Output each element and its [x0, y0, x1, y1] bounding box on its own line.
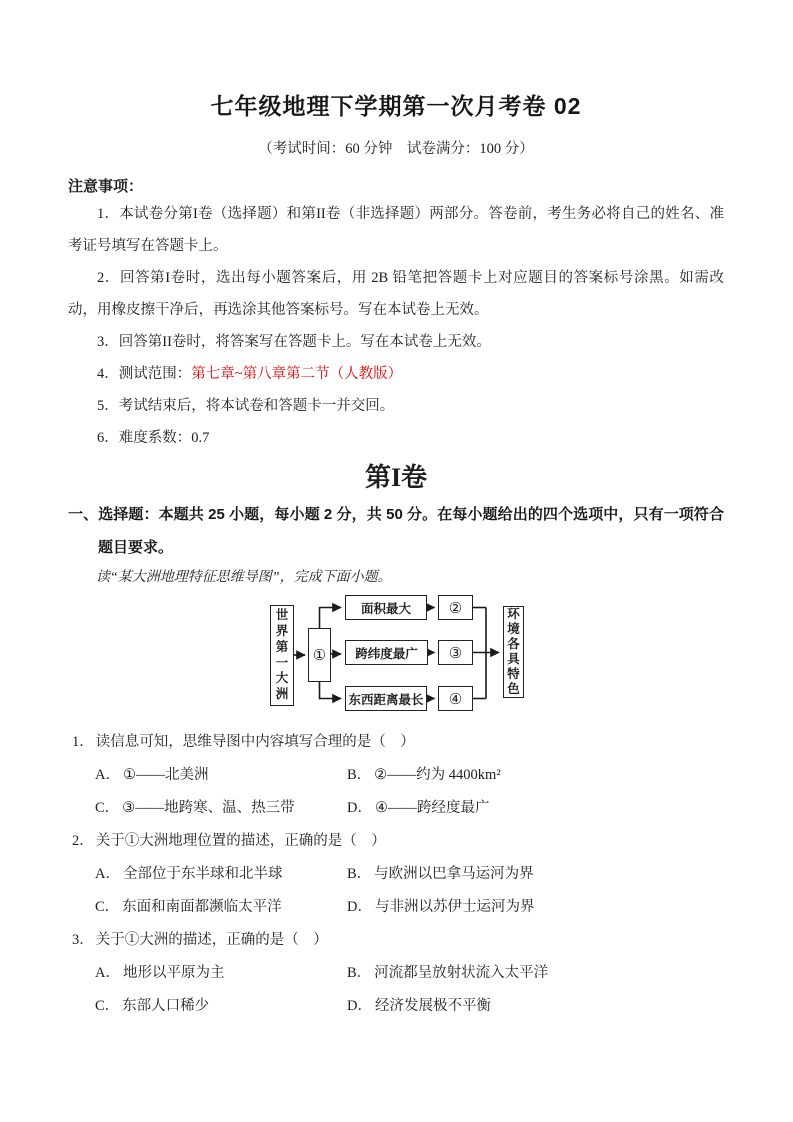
exam-meta-line: （考试时间：60 分钟 试卷满分：100 分）: [258, 141, 534, 157]
diagram-sink-box: [503, 606, 524, 698]
option-d-text: 经济发展极不平衡: [374, 998, 491, 1014]
question-1-number: 1．: [72, 734, 94, 750]
question-1-option-b: [347, 759, 724, 792]
notice-item-5-text: 5．考试结束后，将本试卷和答题卡一并交回。: [97, 398, 395, 414]
notice-item-2: [68, 262, 724, 326]
question-1-option-c: [95, 792, 347, 825]
diagram-branch-area-label: 面积最大: [360, 601, 411, 616]
diagram-sink-label: 环境各具特色: [507, 607, 520, 696]
question-1-option-a: [95, 759, 347, 792]
option-c-label: C．: [95, 998, 120, 1014]
notice-item-2-text: 2．回答第I卷时，选出每小题答案后，用 2B 铅笔把答题卡上对应题目的答案标号涂黑。如需改动，用橡皮擦干净后，再选涂其他答案标号。写在本试卷上无效。: [68, 270, 724, 318]
notice-item-4: [68, 358, 724, 390]
question-2-stem: [68, 825, 724, 858]
option-d-label: D．: [347, 998, 372, 1014]
notice-item-1-text: 1．本试卷分第I卷（选择题）和第II卷（非选择题）两部分。答卷前，考生务必将自己的姓名、准考证号填写在答题卡上。: [68, 206, 724, 254]
diagram-branch-distance-label: 东西距离最长: [348, 692, 424, 707]
option-a-label: A．: [95, 965, 120, 981]
question-1-option-d: [347, 792, 724, 825]
option-b-label: B．: [347, 866, 372, 882]
question-3-option-c: [95, 990, 347, 1023]
notice-item-4-text: 4．测试范围：: [97, 366, 192, 382]
question-1-text: 读信息可知，思维导图中内容填写合理的是（ ）: [95, 734, 415, 750]
notice-item-5: [68, 390, 724, 422]
option-c-label: C．: [95, 899, 120, 915]
section-i-header: 第I卷: [364, 463, 428, 492]
question-3: [68, 924, 724, 1023]
question-2-number: 2．: [72, 833, 94, 849]
question-2-option-b: [347, 858, 724, 891]
diagram-node-1: ①: [308, 628, 331, 682]
option-c-label: C．: [95, 800, 120, 816]
question-1-options: [68, 759, 724, 825]
question-3-option-a: [95, 957, 347, 990]
option-a-label: A．: [95, 767, 120, 783]
question-2: [68, 825, 724, 924]
option-d-label: D．: [347, 899, 372, 915]
diagram-branch-latitude-label: 跨纬度最广: [355, 646, 418, 661]
multiple-choice-instruction: 一、选择题：本题共 25 小题，每小题 2 分，共 50 分。在每小题给出的四个选项中，只有一项符合题目要求。: [68, 506, 724, 556]
question-2-option-c: [95, 891, 347, 924]
diagram-branch-distance: [345, 686, 427, 711]
question-3-option-d: [347, 990, 724, 1023]
notice-section: [68, 176, 724, 454]
question-3-option-b: [347, 957, 724, 990]
passage-intro: 读“某大洲地理特征思维导图”，完成下面小题。: [96, 570, 392, 585]
option-b-label: B．: [347, 767, 372, 783]
notice-item-3-text: 3．回答第II卷时，将答案写在答题卡上。写在本试卷上无效。: [97, 334, 491, 350]
option-b-text: ②——约为 4400km²: [374, 767, 501, 783]
diagram-source-label: 世界第一大洲: [275, 608, 289, 702]
option-b-label: B．: [347, 965, 372, 981]
option-a-text: 全部位于东半球和北半球: [122, 866, 283, 882]
diagram-result-node-2: ②: [438, 595, 473, 620]
notice-item-1: [68, 198, 724, 262]
test-scope-highlight: 第七章~第八章第二节（人教版）: [191, 366, 403, 382]
question-1-stem: [68, 726, 724, 759]
option-a-text: 地形以平原为主: [122, 965, 225, 981]
question-2-text: 关于①大洲地理位置的描述，正确的是（ ）: [95, 833, 386, 849]
notice-item-6-text: 6．难度系数：0.7: [97, 430, 210, 446]
question-2-options: [68, 858, 724, 924]
page-title: 七年级地理下学期第一次月考卷 02: [210, 93, 582, 119]
option-a-text: ①——北美洲: [122, 767, 209, 783]
question-3-stem: [68, 924, 724, 957]
question-3-options: [68, 957, 724, 1023]
option-b-text: 河流都呈放射状流入太平洋: [374, 965, 549, 981]
diagram-result-node-4: ④: [438, 686, 473, 711]
option-b-text: 与欧洲以巴拿马运河为界: [374, 866, 534, 882]
question-2-option-d: [347, 891, 724, 924]
diagram-source-box: [270, 605, 294, 706]
option-c-text: 东面和南面都濒临太平洋: [122, 899, 282, 915]
question-3-number: 3．: [72, 932, 94, 948]
option-c-text: ③——地跨寒、温、热三带: [122, 800, 295, 816]
question-1: [68, 726, 724, 825]
diagram-branch-area: [345, 595, 427, 620]
notice-item-6: [68, 422, 724, 454]
option-d-text: 与非洲以苏伊士运河为界: [374, 899, 535, 915]
notice-item-3: [68, 326, 724, 358]
mind-map-diagram: [255, 594, 535, 726]
diagram-branch-latitude: [345, 640, 428, 665]
option-d-text: ④——跨经度最广: [374, 800, 490, 816]
question-2-option-a: [95, 858, 347, 891]
diagram-result-node-3: ③: [438, 640, 473, 665]
option-a-label: A．: [95, 866, 120, 882]
notice-heading: 注意事项：: [68, 178, 144, 195]
question-3-text: 关于①大洲的描述，正确的是（ ）: [95, 932, 328, 948]
option-c-text: 东部人口稀少: [122, 998, 210, 1014]
option-d-label: D．: [347, 800, 372, 816]
